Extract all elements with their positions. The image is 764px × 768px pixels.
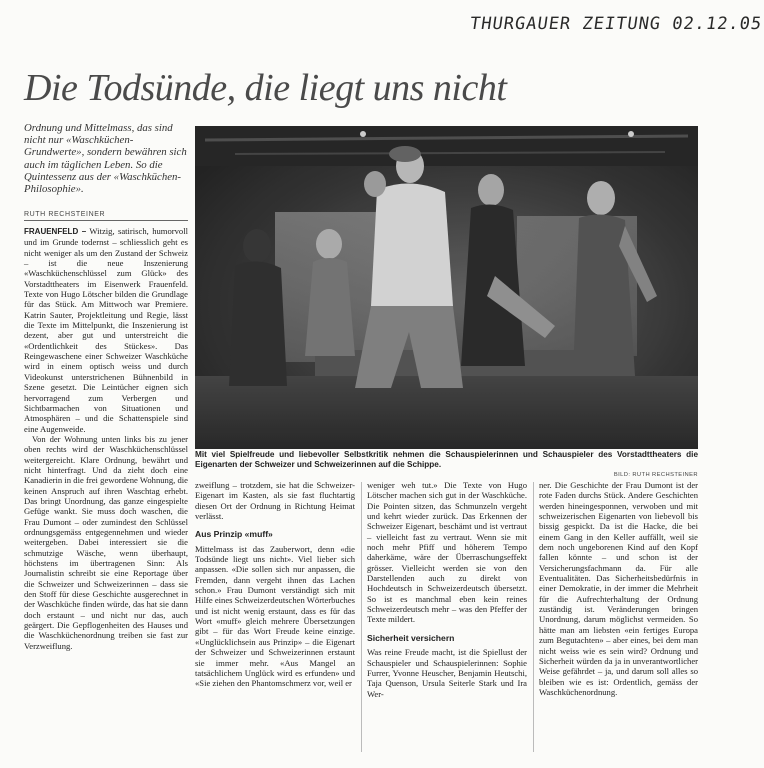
- article-paragraph: ner. Die Geschichte der Frau Dumont ist der rote Faden durchs Stück. Andere Geschichten werden hineingesponnen, verwoben und mit schweizerischen Eigenarten von liebevoll bis bissig gespickt. Da ist die Hacke, die bei einem Gang in den Keller auffällt, weil sie dem noch ungeborenen Kind auf den Kopf fallen könnte – und schon ist der Versicherungsfachmann da. Für alle Eventualitäten. Das Sicherheitsbedürfnis in einer Demokratie, in der immer die Mehrheit für die Aufrechterhaltung der Ordnung zuständig ist. Veränderungen bringen Unordnung, darum möglichst vermeiden. So hätte man am liebsten «ein fertiges Europa zum Begutachten» – aber eines, bei dem man nicht weiss wie es sein wird? Ordnung und Sicherheit würden da ja in unverantwortlicher Weise gefährdet – ja, und darum soll alles so bleiben wie es ist: Ordentlich, gemäss der Waschküchenordnung.: [539, 480, 698, 697]
- dateline: FRAUENFELD –: [24, 227, 87, 236]
- article-paragraph: [24, 226, 188, 434]
- theater-photo: [195, 126, 698, 449]
- article-paragraph: Mittelmass ist das Zauberwort, denn «die Todsünde liegt uns nicht». Viel lieber sich anpassen. «Die sollen sich nur anpassen, die Fremden, dann vergeht ihnen das Lachen schon.» Frau Dumont verständigt sich mit Hilfe eines Schweizerdeutschen Wörterbuches und ist nicht wenig erstaunt, dass es für das Wort «muff» gleich mehrere Übersetzungen gibt – für das Wort Freude keine einzige. «Unglücklichsein aus Prinzip» – die Eigenart der Schweizer und Schweizerinnen erstaunt sie immer mehr. «Aus Mangel an tatsächlichem Unglück wird es erfunden» und «Sie ziehen den Phantomschmerz vor, weil er: [195, 543, 355, 689]
- subheading: Sicherheit versichern: [367, 632, 455, 643]
- column-divider: [361, 482, 362, 752]
- paragraph-text: Witzig, satirisch, humorvoll und im Grunde todernst – schliesslich geht es nicht weniger als um den Zustand der Schweiz – ist die neue Inszenierung «Waschküchenschlüssel zum Glück» des Vorstadttheaters im Eisenwerk Frauenfeld. Texte von Hugo Lötscher bilden die Grundlage für das Stück. Am Mittwoch war Premiere. Katrin Sauter, Projektleitung und Regie, lässt die Texte im Mittelpunkt, die Inszenierung ist dezent, aber gut und unterstreicht die «Ordentlichkeit des Stückes». Das Reingewaschene einer Schweizer Waschküche wird in einem optisch weiss und durch Videokunst unterstrichenen Bühnenbild in Szene gesetzt. Die Leintücher eignen sich hervorragend zum Verbergen und Sichtbarmachen von Situationen und Atmosphären – und die Schattenspiele sind eine Augenweide.: [24, 226, 188, 434]
- handwritten-source-note: THURGAUER ZEITUNG 02.12.05: [468, 14, 764, 34]
- article-paragraph: Was reine Freude macht, ist die Spiellust der Schauspieler und Schauspielerinnen: Sophie Furrer, Yvonne Heuscher, Benjamin Heutschi, Taja Quenson, Ursula Seiterle Stark und Ira Wer-: [367, 647, 527, 699]
- article-column-4: [539, 480, 698, 758]
- byline-rule: [24, 220, 188, 221]
- article-paragraph: Von der Wohnung unten links bis zu jener oben rechts wird der Waschküchenschlüssel weitergereicht. Klare Ordnung, bewährt und nicht hinterfragt. Und da zieht doch eine Kanadierin in die frei gewordene Wohnung, die keinen Anspruch auf ihren Waschtag erhebt. Das bringt Unordnung, das ganze eingespielte Gefüge wankt. Sie muss doch waschen, die Frau Dumont – oder zumindest den Schlüssel ordnungsgemäss entgegennehmen und wieder weitergeben. Dabei interessiert sie die schmutzige Wäsche, wenn überhaupt, höchstens im übertragenen Sinn: Als Journalistin schreibt sie eine Reportage über die Schweizer und Schweizerinnen – dass sie den Stoff für diese Geschichte ausgerechnet in der Waschküche finden würde, das hat sie dann doch erstaunt – und nicht nur das, auch geärgert. Die Gepflogenheiten des Hauses und die Waschküchenordnung treiben sie fast zur Verzweiflung.: [24, 433, 188, 651]
- photo-caption: Mit viel Spielfreude und liebevoller Selbstkritik nehmen die Schauspielerinnen und Schauspieler des Vorstadttheaters die Eigenarten der Schweizer und Schweizerinnen auf die Schippe.: [195, 450, 698, 469]
- article-column-1: [24, 226, 188, 758]
- subheading: Aus Prinzip «muff»: [195, 529, 273, 540]
- headline: Die Todsünde, die liegt uns nicht: [24, 67, 507, 109]
- photo-credit: BILD: RUTH RECHSTEINER: [613, 472, 698, 478]
- stage-scene-image: [195, 126, 698, 449]
- article-paragraph: zweiflung – trotzdem, sie hat die Schweizer-Eigenart im Kasten, als sie fast fluchtartig diesen Ort der Ordnung in Richtung Heimat verlässt.: [195, 480, 355, 522]
- article-column-3: [367, 480, 527, 758]
- article-paragraph: weniger weh tut.» Die Texte von Hugo Lötscher machen sich gut in der Waschküche. Die Pointen sitzen, das Schmunzeln vergeht und kehrt wieder zurück. Das Erkennen der Schweizer Eigenart, beschämt und ist vertraut – vielleicht fast zu vertraut. Wenn sie mit noch mehr Pfiff und höherem Tempo daherkäme, wäre der Überraschungseffekt grösser. Vielleicht werden sie von den Darstellenden auch zu direkt von Hochdeutsch in Schweizerdeutsch übersetzt. So ist es manchmal eben kein reines Schweizerdeutsch mehr – was den Pfeffer der Texte mildert.: [367, 480, 527, 625]
- column-divider: [533, 482, 534, 752]
- author-byline: RUTH RECHSTEINER: [24, 211, 106, 218]
- newspaper-clipping: [14, 10, 764, 762]
- lead-paragraph: Ordnung und Mittelmass, das sind nicht nur «Waschküchen-Grundwerte», sondern bewähren sich auch im täglichen Leben. So die Quintessenz aus der «Waschküchen-Philosophie».: [24, 122, 187, 196]
- article-column-2: [195, 480, 355, 758]
